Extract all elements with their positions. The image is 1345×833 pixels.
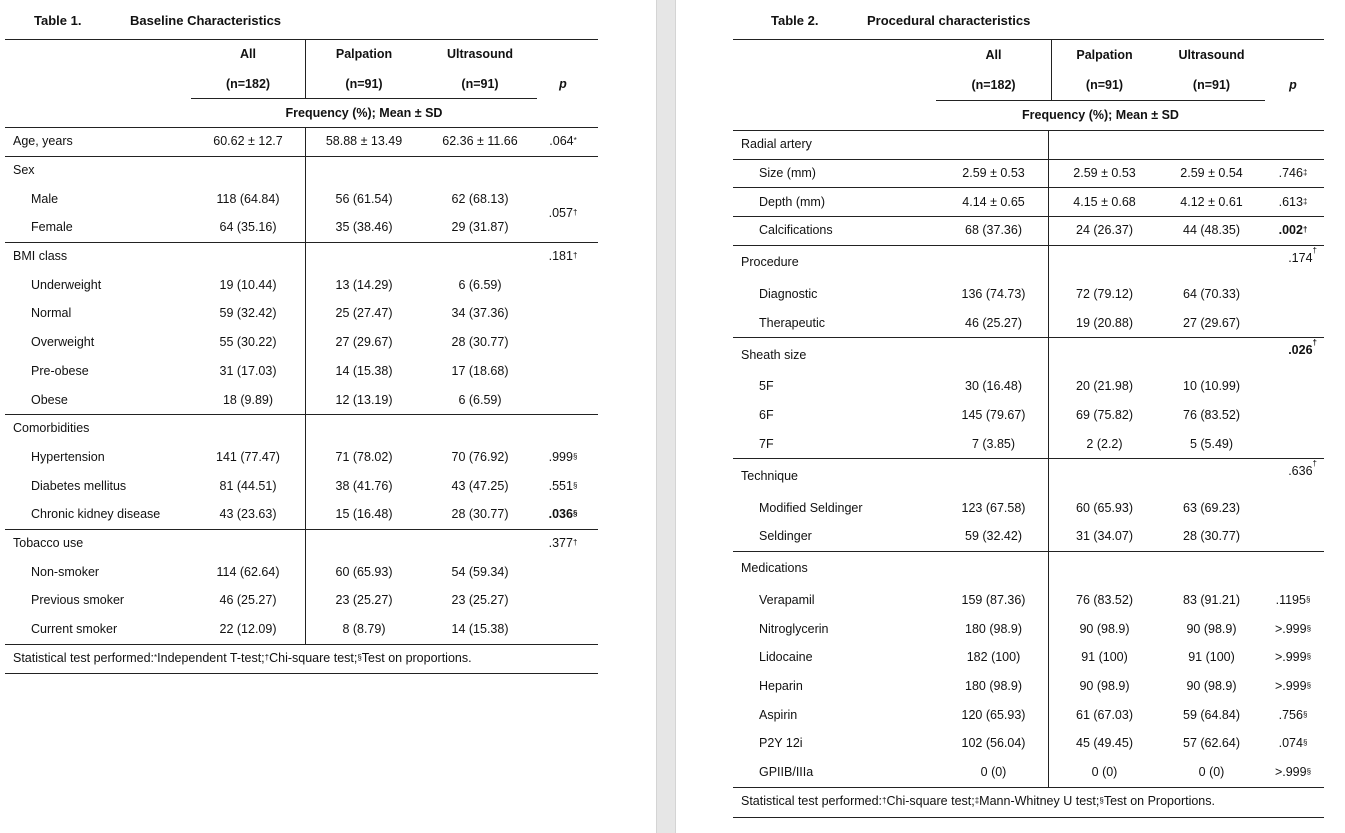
- header-row-subheader: [733, 100, 1324, 130]
- col-header-ultrasound: Ultrasound: [1178, 47, 1245, 62]
- cell-p-value: [537, 414, 589, 443]
- cell-palpation: 25 (27.47): [335, 306, 393, 321]
- row-label: Normal: [31, 306, 72, 321]
- cell-palpation: 23 (25.27): [335, 593, 393, 608]
- document-page-2: [676, 0, 1345, 833]
- row-label: Hypertension: [31, 449, 105, 464]
- table-row: [733, 401, 1324, 430]
- cell-ultrasound: 6 (6.59): [458, 392, 502, 407]
- cell-ultrasound: 70 (76.92): [451, 449, 509, 464]
- col-header-palpation: Palpation: [1076, 47, 1133, 62]
- cell-palpation: [1051, 458, 1158, 493]
- cell-all: 102 (56.04): [961, 736, 1026, 751]
- cell-palpation: 61 (67.03): [1076, 707, 1133, 722]
- row-label: 5F: [759, 379, 774, 394]
- cell-all: [936, 458, 1051, 493]
- table-row: [733, 522, 1324, 551]
- table-row: [5, 357, 598, 386]
- cell-ultrasound: 14 (15.38): [451, 622, 509, 637]
- col-header-palpation: Palpation: [335, 47, 393, 61]
- cell-ultrasound: 76 (83.52): [1183, 408, 1240, 423]
- cell-palpation: 13 (14.29): [335, 277, 393, 292]
- cell-ultrasound: 44 (48.35): [1183, 223, 1240, 238]
- header-row-subheader: [5, 98, 598, 127]
- cell-palpation: [1051, 551, 1158, 586]
- table-row: [733, 586, 1324, 615]
- cell-palpation: 31 (34.07): [1076, 529, 1133, 544]
- table-rule: [733, 458, 1324, 459]
- row-label: Depth (mm): [759, 194, 825, 209]
- cell-ultrasound: 90 (98.9): [1186, 621, 1237, 636]
- cell-all: [191, 414, 305, 443]
- procedural-characteristics-table: [733, 39, 1324, 817]
- cell-p-value: .074 §: [1278, 736, 1308, 751]
- row-label: Medications: [741, 561, 808, 576]
- table-row: [5, 414, 598, 443]
- table2-number: Table 2.: [771, 13, 819, 28]
- row-label: Technique: [741, 468, 798, 483]
- table-row: [5, 385, 598, 414]
- cell-all: 18 (9.89): [222, 392, 274, 407]
- table-row: [5, 328, 598, 357]
- cell-all: 46 (25.27): [965, 315, 1022, 330]
- row-label: BMI class: [13, 249, 68, 264]
- cell-ultrasound: [423, 529, 537, 558]
- cell-palpation: 90 (98.9): [1079, 621, 1130, 636]
- table-row: [5, 127, 598, 156]
- cell-all: 159 (87.36): [961, 592, 1026, 607]
- row-label: Size (mm): [759, 166, 816, 181]
- table-rule: [733, 159, 1324, 160]
- cell-all: 46 (25.27): [219, 593, 277, 608]
- cell-all: 81 (44.51): [219, 478, 277, 493]
- cell-p-value: .613 ‡: [1278, 194, 1308, 209]
- cell-all: [936, 130, 1051, 159]
- row-label: Male: [31, 191, 59, 206]
- table-row: [733, 187, 1324, 216]
- table-row: [733, 430, 1324, 459]
- cell-p-value: .377 †: [548, 535, 578, 550]
- cell-p-value: .174 †: [1288, 245, 1317, 265]
- table-row: [733, 700, 1324, 729]
- table-row: [733, 672, 1324, 701]
- cell-ultrasound: 28 (30.77): [1183, 529, 1240, 544]
- cell-ultrasound: 5 (5.49): [1189, 436, 1234, 451]
- cell-ultrasound: 54 (59.34): [451, 564, 509, 579]
- cell-all: 114 (62.64): [216, 564, 280, 579]
- cell-p-value: .181 †: [548, 249, 578, 264]
- row-label: Aspirin: [759, 707, 798, 722]
- row-label: 7F: [759, 436, 774, 451]
- table-row: [733, 372, 1324, 401]
- cell-all: 59 (32.42): [965, 529, 1022, 544]
- column-divider: [305, 127, 306, 644]
- cell-palpation: 90 (98.9): [1079, 678, 1130, 693]
- baseline-characteristics-table: [5, 39, 598, 673]
- table-row: [733, 614, 1324, 643]
- table-row: [5, 471, 598, 500]
- row-label: Obese: [31, 392, 68, 407]
- n-ultrasound: (n=91): [1192, 78, 1231, 92]
- cell-all: 4.14 ± 0.65: [962, 194, 1025, 209]
- cell-all: [191, 242, 305, 271]
- cell-ultrasound: 62 (68.13): [451, 191, 509, 206]
- cell-all: 55 (30.22): [219, 335, 277, 350]
- cell-palpation: [305, 242, 423, 271]
- row-label: GPIIB/IIIa: [759, 765, 814, 780]
- cell-palpation: 91 (100): [1081, 650, 1128, 665]
- cell-ultrasound: 83 (91.21): [1183, 592, 1240, 607]
- row-label: Verapamil: [759, 592, 815, 607]
- table-row: [5, 500, 598, 529]
- table-row: [5, 184, 598, 213]
- cell-ultrasound: 28 (30.77): [451, 335, 509, 350]
- table-rule: [5, 242, 598, 243]
- cell-palpation: 45 (49.45): [1076, 736, 1133, 751]
- row-label: Chronic kidney disease: [31, 507, 161, 522]
- cell-ultrasound: 29 (31.87): [451, 220, 509, 235]
- cell-all: 180 (98.9): [965, 678, 1022, 693]
- row-label: Non-smoker: [31, 564, 100, 579]
- cell-p-value: [537, 586, 589, 615]
- cell-p-value: [1265, 401, 1321, 430]
- cell-palpation: 0 (0): [1091, 765, 1118, 780]
- table-rule: [191, 98, 537, 99]
- cell-palpation: 19 (20.88): [1076, 315, 1133, 330]
- cell-all: 43 (23.63): [219, 507, 277, 522]
- cell-palpation: 2.59 ± 0.53: [1073, 166, 1136, 181]
- table-rule: [733, 187, 1324, 188]
- row-label: Lidocaine: [759, 650, 813, 665]
- cell-palpation: 56 (61.54): [335, 191, 393, 206]
- table-rule: [733, 551, 1324, 552]
- table-footnote: Statistical test performed: * Independent T-test; † Chi-square test; § Test on proportions.: [13, 650, 472, 665]
- footnote-row: [5, 643, 598, 672]
- cell-palpation: 60 (65.93): [1076, 500, 1133, 515]
- cell-ultrasound: [1158, 245, 1265, 280]
- cell-p-value: [1265, 551, 1321, 586]
- cell-all: 2.59 ± 0.53: [962, 166, 1025, 181]
- p-header: p: [559, 76, 567, 91]
- table-row: [5, 586, 598, 615]
- table-row: [733, 493, 1324, 522]
- cell-ultrasound: 63 (69.23): [1183, 500, 1240, 515]
- cell-palpation: 8 (8.79): [342, 622, 386, 637]
- cell-p-value: .1195 §: [1275, 592, 1311, 607]
- row-label: Age, years: [13, 134, 73, 149]
- cell-palpation: 69 (75.82): [1076, 408, 1133, 423]
- p-header: p: [1289, 78, 1297, 92]
- row-label: P2Y 12i: [759, 736, 803, 751]
- cell-palpation: 38 (41.76): [335, 478, 393, 493]
- cell-p-value: [537, 615, 589, 644]
- table-rule: [733, 130, 1324, 131]
- table-rule: [5, 529, 598, 530]
- row-label: Female: [31, 220, 73, 235]
- table-rule: [5, 414, 598, 415]
- cell-palpation: 4.15 ± 0.68: [1073, 194, 1136, 209]
- col-header-all: All: [240, 47, 256, 61]
- table-row: [5, 529, 598, 558]
- cell-p-value: .999 §: [548, 449, 578, 464]
- cell-p-value: [537, 156, 589, 185]
- cell-ultrasound: 91 (100): [1188, 650, 1235, 665]
- cell-all: 123 (67.58): [961, 500, 1026, 515]
- cell-ultrasound: 4.12 ± 0.61: [1180, 194, 1243, 209]
- cell-p-value: [1265, 280, 1321, 309]
- cell-all: 136 (74.73): [961, 287, 1026, 302]
- cell-all: [936, 245, 1051, 280]
- cell-all: 31 (17.03): [219, 363, 277, 378]
- cell-palpation: 35 (38.46): [335, 220, 393, 235]
- table-rule: [5, 156, 598, 157]
- cell-ultrasound: [1158, 458, 1265, 493]
- subheader: Frequency (%); Mean ± SD: [285, 105, 443, 120]
- cell-ultrasound: 64 (70.33): [1183, 287, 1240, 302]
- table-footnote: Statistical test performed: † Chi-square test; ‡ Mann-Whitney U test; § Test on Proportions.: [741, 794, 1215, 809]
- cell-palpation: 27 (29.67): [335, 335, 393, 350]
- row-label: Modified Seldinger: [759, 500, 863, 515]
- header-divider: [305, 39, 306, 98]
- row-label: Tobacco use: [13, 535, 84, 550]
- cell-p-value: .746 ‡: [1278, 166, 1308, 181]
- row-label: Diagnostic: [759, 287, 818, 302]
- n-palpation: (n=91): [345, 76, 383, 91]
- table-row: [733, 130, 1324, 159]
- cell-all: 141 (77.47): [216, 449, 280, 464]
- table-row: [733, 216, 1324, 245]
- subheader: Frequency (%); Mean ± SD: [1022, 108, 1179, 122]
- cell-palpation: 2 (2.2): [1086, 436, 1123, 451]
- cell-p-value: [1265, 522, 1321, 551]
- table-row: [5, 156, 598, 185]
- row-label: Previous smoker: [31, 593, 125, 608]
- cell-ultrasound: 2.59 ± 0.54: [1180, 166, 1243, 181]
- table-row: [733, 729, 1324, 758]
- row-label: 6F: [759, 408, 774, 423]
- cell-ultrasound: [1158, 337, 1265, 372]
- cell-palpation: [305, 156, 423, 185]
- table-row: [5, 213, 598, 242]
- table-row: [733, 308, 1324, 337]
- table-row: [5, 270, 598, 299]
- cell-p-value: .636 †: [1288, 459, 1317, 479]
- table1-title: Baseline Characteristics: [130, 13, 282, 28]
- cell-p-value: >.999 §: [1274, 650, 1312, 665]
- cell-p-value: [537, 557, 589, 586]
- n-ultrasound: (n=91): [461, 76, 499, 91]
- cell-all: [191, 529, 305, 558]
- cell-palpation: [305, 414, 423, 443]
- cell-ultrasound: [423, 156, 537, 185]
- row-label: Nitroglycerin: [759, 621, 829, 636]
- header-row-n: [5, 69, 598, 98]
- cell-p-value: .551 §: [548, 478, 578, 493]
- cell-palpation: 71 (78.02): [335, 449, 393, 464]
- cell-ultrasound: 17 (18.68): [451, 363, 509, 378]
- header-row-n: [733, 70, 1324, 100]
- cell-ultrasound: 23 (25.27): [451, 593, 509, 608]
- n-palpation: (n=91): [1085, 78, 1124, 92]
- table-rule: [5, 127, 598, 128]
- cell-all: 19 (10.44): [219, 277, 277, 292]
- col-header-all: All: [985, 47, 1002, 62]
- row-label: Current smoker: [31, 622, 118, 637]
- cell-all: 120 (65.93): [961, 707, 1026, 722]
- cell-p-value: .036 §: [548, 507, 578, 522]
- cell-all: 180 (98.9): [965, 621, 1022, 636]
- table-rule: [733, 245, 1324, 246]
- cell-palpation: 76 (83.52): [1076, 592, 1133, 607]
- cell-palpation: 72 (79.12): [1076, 287, 1133, 302]
- sex-p-value: .057 †: [548, 206, 578, 220]
- cell-all: 60.62 ± 12.7: [213, 134, 283, 149]
- table-rule: [5, 39, 598, 40]
- cell-palpation: 12 (13.19): [335, 392, 393, 407]
- table1-number: Table 1.: [34, 13, 82, 28]
- cell-ultrasound: 59 (64.84): [1183, 707, 1240, 722]
- row-label: Seldinger: [759, 529, 812, 544]
- cell-palpation: [1051, 337, 1158, 372]
- table-row: [733, 159, 1324, 188]
- cell-ultrasound: 27 (29.67): [1183, 315, 1240, 330]
- table-rule: [733, 787, 1324, 788]
- cell-ultrasound: [1158, 130, 1265, 159]
- table-row: [733, 245, 1324, 280]
- table-rule: [936, 100, 1265, 101]
- cell-all: 7 (3.85): [971, 436, 1016, 451]
- row-label: Heparin: [759, 678, 803, 693]
- table-row: [5, 242, 598, 271]
- table-row: [733, 337, 1324, 372]
- table-rule: [733, 817, 1324, 818]
- row-label: Overweight: [31, 335, 95, 350]
- cell-p-value: .026 †: [1288, 338, 1317, 358]
- cell-p-value: [537, 357, 589, 386]
- table-rule: [733, 216, 1324, 217]
- row-label: Diabetes mellitus: [31, 478, 127, 493]
- cell-all: 59 (32.42): [219, 306, 277, 321]
- n-all: (n=182): [971, 78, 1016, 92]
- page-gap: [656, 0, 676, 833]
- table-row: [733, 458, 1324, 493]
- cell-all: 64 (35.16): [219, 220, 277, 235]
- cell-ultrasound: 6 (6.59): [458, 277, 502, 292]
- cell-all: 182 (100): [966, 650, 1021, 665]
- cell-p-value: [537, 299, 589, 328]
- cell-all: 30 (16.48): [965, 379, 1022, 394]
- cell-palpation: [1051, 130, 1158, 159]
- cell-ultrasound: 90 (98.9): [1186, 678, 1237, 693]
- cell-palpation: [1051, 245, 1158, 280]
- cell-palpation: 24 (26.37): [1076, 223, 1133, 238]
- row-label: Sex: [13, 163, 35, 178]
- header-row-groups: [733, 39, 1324, 70]
- cell-all: 0 (0): [980, 765, 1007, 780]
- cell-palpation: 58.88 ± 13.49: [325, 134, 403, 149]
- cell-p-value: [1265, 493, 1321, 522]
- cell-all: 145 (79.67): [961, 408, 1026, 423]
- cell-ultrasound: [423, 242, 537, 271]
- header-divider: [1051, 39, 1052, 100]
- cell-p-value: [1265, 372, 1321, 401]
- cell-ultrasound: 0 (0): [1198, 765, 1225, 780]
- table2-title: Procedural characteristics: [867, 13, 1031, 28]
- table-row: [5, 557, 598, 586]
- table-rule: [5, 673, 598, 674]
- cell-ultrasound: 10 (10.99): [1183, 379, 1240, 394]
- cell-palpation: 15 (16.48): [335, 507, 393, 522]
- table-row: [733, 758, 1324, 787]
- table-rule: [5, 644, 598, 645]
- cell-ultrasound: [423, 414, 537, 443]
- table-rule: [733, 337, 1324, 338]
- cell-p-value: [537, 385, 589, 414]
- cell-p-value: [1265, 430, 1321, 459]
- cell-p-value: [537, 270, 589, 299]
- cell-all: 68 (37.36): [965, 223, 1022, 238]
- cell-ultrasound: 62.36 ± 11.66: [442, 134, 518, 149]
- row-label: Underweight: [31, 277, 102, 292]
- cell-ultrasound: 57 (62.64): [1183, 736, 1240, 751]
- table-rule: [733, 39, 1324, 40]
- cell-p-value: >.999 §: [1274, 621, 1312, 636]
- footnote-row: [733, 786, 1324, 816]
- header-row-groups: [5, 39, 598, 69]
- row-label: Comorbidities: [13, 421, 90, 436]
- cell-ultrasound: 34 (37.36): [451, 306, 509, 321]
- cell-ultrasound: 28 (30.77): [451, 507, 509, 522]
- cell-p-value: [537, 328, 589, 357]
- col-header-ultrasound: Ultrasound: [447, 47, 513, 61]
- cell-p-value: .064 *: [549, 134, 577, 149]
- cell-palpation: [305, 529, 423, 558]
- row-label: Procedure: [741, 255, 799, 270]
- table-row: [5, 615, 598, 644]
- cell-all: 118 (64.84): [216, 191, 280, 206]
- cell-p-value: [1265, 130, 1321, 159]
- cell-p-value: .756 §: [1278, 707, 1308, 722]
- table-row: [5, 299, 598, 328]
- cell-all: [191, 156, 305, 185]
- cell-p-value: >.999 §: [1274, 765, 1312, 780]
- cell-all: [936, 551, 1051, 586]
- table-row: [733, 551, 1324, 586]
- row-label: Calcifications: [759, 223, 833, 238]
- row-label: Radial artery: [741, 137, 812, 152]
- document-page-1: [0, 0, 656, 833]
- cell-palpation: 14 (15.38): [335, 363, 393, 378]
- cell-ultrasound: 43 (47.25): [451, 478, 509, 493]
- cell-all: 22 (12.09): [219, 622, 277, 637]
- table-row: [733, 643, 1324, 672]
- table-row: [733, 280, 1324, 309]
- cell-all: [936, 337, 1051, 372]
- cell-p-value: [1265, 308, 1321, 337]
- column-divider: [1048, 130, 1049, 787]
- row-label: Therapeutic: [759, 315, 826, 330]
- cell-palpation: 60 (65.93): [335, 564, 393, 579]
- cell-ultrasound: [1158, 551, 1265, 586]
- row-label: Pre-obese: [31, 363, 89, 378]
- table-row: [5, 443, 598, 472]
- cell-p-value: >.999 §: [1274, 678, 1312, 693]
- n-all: (n=182): [225, 76, 271, 91]
- cell-palpation: 20 (21.98): [1076, 379, 1133, 394]
- row-label: Sheath size: [741, 347, 807, 362]
- cell-p-value: .002 †: [1278, 223, 1308, 238]
